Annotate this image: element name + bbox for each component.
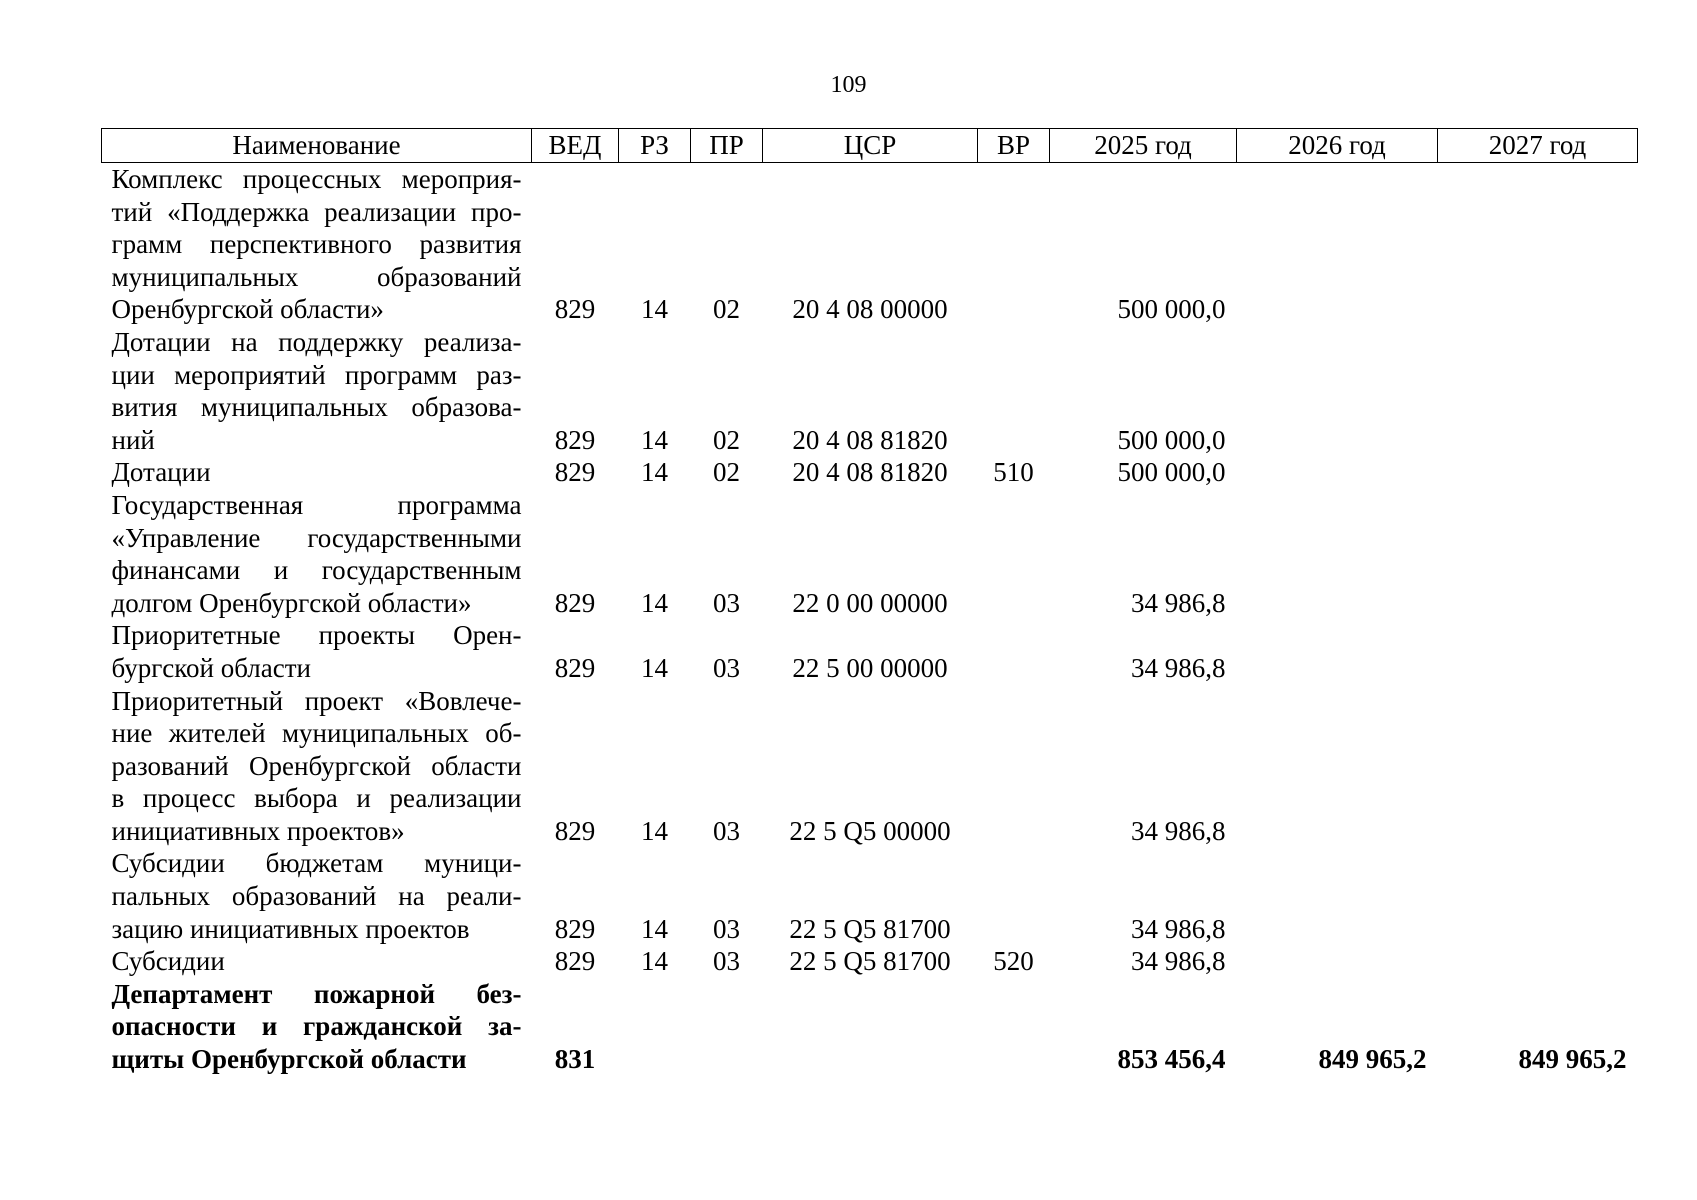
row-name-line: Приоритетные проекты Орен- bbox=[111, 620, 522, 651]
row-ved: 829 bbox=[554, 587, 596, 618]
table-row bbox=[102, 619, 1638, 684]
row-pr: 03 bbox=[713, 946, 740, 977]
row-name-line: ции мероприятий программ раз- bbox=[111, 359, 522, 390]
header-rz: РЗ bbox=[619, 129, 691, 163]
row-name-line: муниципальных образований bbox=[111, 261, 522, 292]
row-name-line: Приоритетный проект «Вовлече- bbox=[111, 685, 522, 716]
row-csr: 22 5 00 00000 bbox=[792, 652, 948, 683]
row-csr: 20 4 08 81820 bbox=[792, 457, 948, 488]
table-row bbox=[102, 847, 1638, 945]
row-vr: 510 bbox=[993, 457, 1034, 488]
row-name-line: Субсидии бюджетам муници- bbox=[111, 848, 522, 879]
row-2027 bbox=[1438, 847, 1638, 945]
row-2025: 34 986,8 bbox=[1131, 815, 1226, 846]
row-vr bbox=[978, 619, 1050, 684]
row-vr bbox=[978, 978, 1050, 1076]
row-2025: 34 986,8 bbox=[1131, 913, 1226, 944]
row-2026 bbox=[1237, 847, 1438, 945]
table-row bbox=[102, 945, 1638, 978]
row-name-line: Государственная программа bbox=[111, 489, 522, 520]
row-2026 bbox=[1237, 489, 1438, 619]
page-number: 109 bbox=[830, 72, 867, 98]
row-ved: 829 bbox=[554, 424, 596, 455]
row-pr: 03 bbox=[713, 913, 740, 944]
row-rz: 14 bbox=[641, 913, 668, 944]
row-rz: 14 bbox=[641, 587, 668, 618]
row-2027 bbox=[1438, 489, 1638, 619]
header-ved: ВЕД bbox=[532, 129, 619, 163]
row-2027 bbox=[1438, 619, 1638, 684]
row-name bbox=[102, 978, 532, 1076]
table-row bbox=[102, 163, 1638, 326]
row-ved: 831 bbox=[554, 1044, 596, 1075]
header-2026: 2026 год bbox=[1237, 129, 1438, 163]
row-name bbox=[102, 326, 532, 456]
row-ved: 829 bbox=[554, 815, 596, 846]
table-row bbox=[102, 978, 1638, 1076]
row-name-line: Дотации bbox=[111, 457, 211, 488]
row-pr: 03 bbox=[713, 652, 740, 683]
row-csr: 22 0 00 00000 bbox=[792, 587, 948, 618]
row-ved: 829 bbox=[554, 294, 596, 325]
row-rz: 14 bbox=[641, 457, 668, 488]
row-vr: 520 bbox=[993, 946, 1034, 977]
header-vr: ВР bbox=[978, 129, 1050, 163]
row-name-line: бургской области bbox=[111, 652, 311, 683]
row-name-line: Оренбургской области» bbox=[111, 294, 384, 325]
row-name-line: финансами и государственным bbox=[111, 555, 522, 586]
row-name bbox=[102, 945, 532, 978]
row-rz bbox=[619, 978, 691, 1076]
row-2026 bbox=[1237, 619, 1438, 684]
row-name-line: Субсидии bbox=[111, 946, 225, 977]
row-2026 bbox=[1237, 945, 1438, 978]
row-vr bbox=[978, 326, 1050, 456]
row-2026 bbox=[1237, 456, 1438, 489]
row-name-line: вития муниципальных образова- bbox=[111, 392, 522, 423]
row-csr: 22 5 Q5 81700 bbox=[789, 946, 951, 977]
row-2026 bbox=[1237, 163, 1438, 326]
table-row bbox=[102, 685, 1638, 848]
header-2027: 2027 год bbox=[1438, 129, 1638, 163]
row-name bbox=[102, 456, 532, 489]
row-name-line: щиты Оренбургской области bbox=[111, 1044, 467, 1075]
row-2025: 34 986,8 bbox=[1131, 946, 1226, 977]
row-name bbox=[102, 619, 532, 684]
row-name-line: Департамент пожарной без- bbox=[111, 978, 522, 1009]
header-name: Наименование bbox=[102, 129, 532, 163]
row-name-line: опасности и гражданской за- bbox=[111, 1011, 522, 1042]
row-pr: 03 bbox=[713, 815, 740, 846]
row-vr bbox=[978, 163, 1050, 326]
row-rz: 14 bbox=[641, 294, 668, 325]
row-name-line: разований Оренбургской области bbox=[111, 750, 522, 781]
row-name-line: в процесс выбора и реализации bbox=[111, 783, 522, 814]
row-rz: 14 bbox=[641, 946, 668, 977]
row-name bbox=[102, 489, 532, 619]
row-csr: 20 4 08 81820 bbox=[792, 424, 948, 455]
row-2025: 853 456,4 bbox=[1117, 1044, 1226, 1075]
row-vr bbox=[978, 489, 1050, 619]
row-name-line: «Управление государственными bbox=[111, 522, 522, 553]
row-2027: 849 965,2 bbox=[1518, 1044, 1627, 1075]
table-row bbox=[102, 326, 1638, 456]
row-ved: 829 bbox=[554, 457, 596, 488]
row-2027 bbox=[1438, 163, 1638, 326]
row-2025: 34 986,8 bbox=[1131, 587, 1226, 618]
header-csr: ЦСР bbox=[763, 129, 978, 163]
row-vr bbox=[978, 847, 1050, 945]
row-pr: 03 bbox=[713, 587, 740, 618]
row-ved: 829 bbox=[554, 946, 596, 977]
row-2025: 500 000,0 bbox=[1117, 457, 1226, 488]
row-rz: 14 bbox=[641, 424, 668, 455]
row-pr: 02 bbox=[713, 424, 740, 455]
row-2027 bbox=[1438, 685, 1638, 848]
row-name-line: долгом Оренбургской области» bbox=[111, 587, 472, 618]
table-header bbox=[102, 129, 1638, 163]
row-2026: 849 965,2 bbox=[1318, 1044, 1427, 1075]
table-body bbox=[102, 163, 1638, 1076]
row-pr: 02 bbox=[713, 294, 740, 325]
row-2027 bbox=[1438, 326, 1638, 456]
row-name-line: Дотации на поддержку реализа- bbox=[111, 326, 522, 357]
row-2026 bbox=[1237, 685, 1438, 848]
row-csr: 22 5 Q5 00000 bbox=[789, 815, 951, 846]
row-rz: 14 bbox=[641, 815, 668, 846]
row-2025: 500 000,0 bbox=[1117, 424, 1226, 455]
row-csr bbox=[763, 978, 978, 1076]
header-pr: ПР bbox=[691, 129, 763, 163]
budget-table bbox=[101, 128, 1638, 1076]
row-name-line: зацию инициативных проектов bbox=[111, 913, 470, 944]
row-2027 bbox=[1438, 456, 1638, 489]
row-pr: 02 bbox=[713, 457, 740, 488]
table-row bbox=[102, 489, 1638, 619]
row-2025: 34 986,8 bbox=[1131, 652, 1226, 683]
table-row bbox=[102, 456, 1638, 489]
row-ved: 829 bbox=[554, 913, 596, 944]
row-name-line: ние жителей муниципальных об- bbox=[111, 718, 522, 749]
row-name-line: пальных образований на реали- bbox=[111, 881, 522, 912]
row-2027 bbox=[1438, 945, 1638, 978]
row-csr: 20 4 08 00000 bbox=[792, 294, 948, 325]
row-pr bbox=[691, 978, 763, 1076]
row-name-line: Комплекс процессных мероприя- bbox=[111, 164, 522, 194]
row-2025: 500 000,0 bbox=[1117, 294, 1226, 325]
row-name-line: ний bbox=[111, 424, 155, 455]
row-name-line: инициативных проектов» bbox=[111, 815, 405, 846]
row-vr bbox=[978, 685, 1050, 848]
row-ved: 829 bbox=[554, 652, 596, 683]
header-2025: 2025 год bbox=[1050, 129, 1237, 163]
row-name bbox=[102, 163, 532, 326]
row-name-line: грамм перспективного развития bbox=[111, 229, 522, 260]
row-csr: 22 5 Q5 81700 bbox=[789, 913, 951, 944]
row-rz: 14 bbox=[641, 652, 668, 683]
row-name-line: тий «Поддержка реализации про- bbox=[111, 196, 522, 227]
row-2026 bbox=[1237, 326, 1438, 456]
row-name bbox=[102, 685, 532, 848]
row-name bbox=[102, 847, 532, 945]
